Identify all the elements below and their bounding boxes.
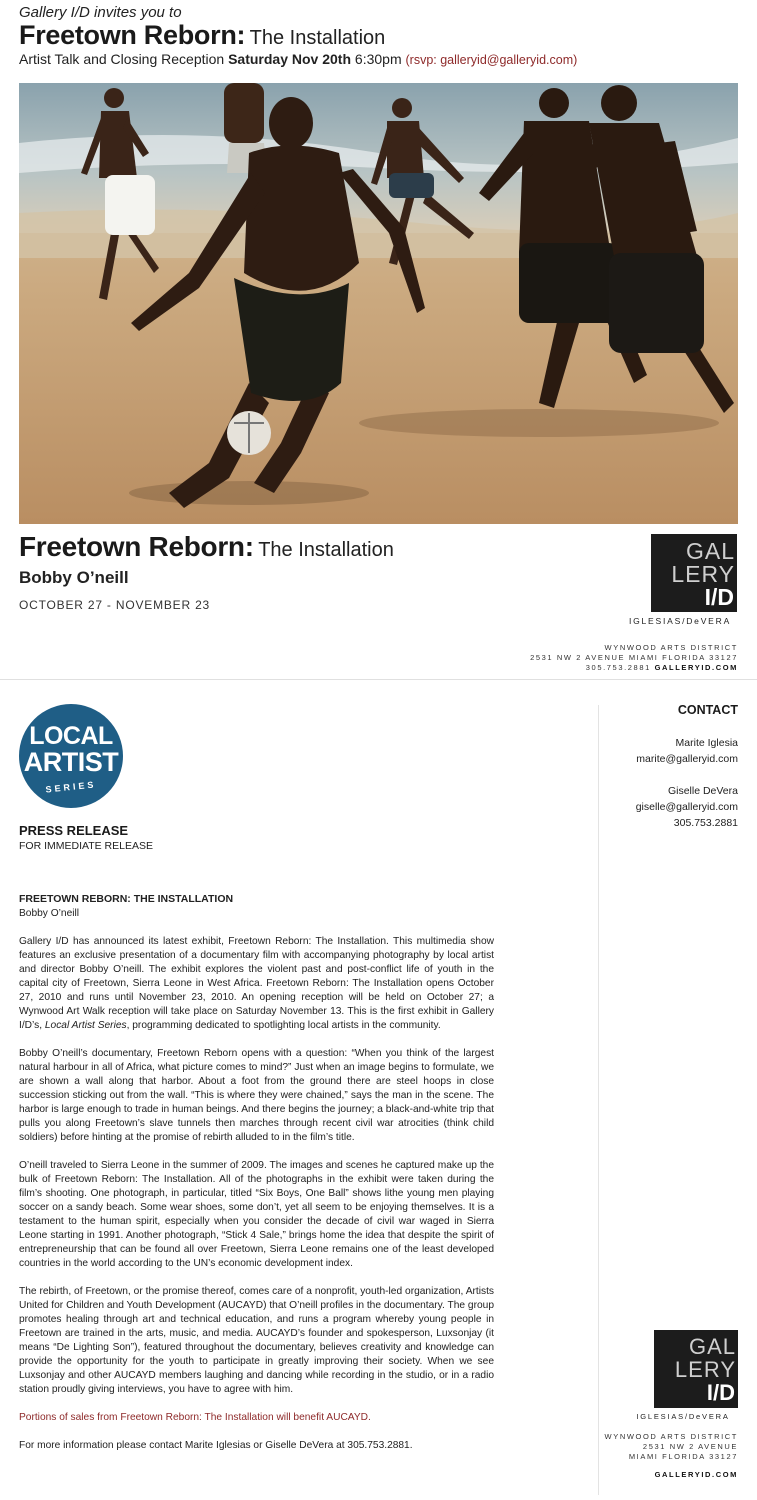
exhibit-title-bold: Freetown Reborn: (19, 531, 254, 562)
address-top-line3 (530, 663, 738, 673)
address-top-phone: 305.753.2881 (585, 663, 651, 672)
address-bottom (605, 1432, 738, 1480)
press-release-subheading: FOR IMMEDIATE RELEASE (19, 840, 153, 852)
logo-line3: I/D (704, 584, 734, 610)
exhibit-dates: OCTOBER 27 - NOVEMBER 23 (19, 598, 211, 612)
contact-email2[interactable]: giselle@galleryid.com (635, 801, 738, 813)
contact-marite (636, 735, 738, 767)
badge-line2: ARTIST (23, 747, 119, 777)
logo-caption-top: IGLESIAS/DeVERA (628, 616, 732, 626)
artist-name: Bobby O’neill (19, 568, 129, 587)
header-title (19, 20, 385, 51)
address-bottom-line1: WYNWOOD ARTS DISTRICT (604, 1432, 738, 1441)
paragraph-3: O’neill traveled to Sierra Leone in the summer of 2009. The images and scenes he captured make up the bulk of Freetown Reborn: The Installation. All of the photographs in the exhibit were taken during the film’s shooting. One photograph, in particular, titled “Six Boys, One Ball” shows lithe young men playing soccer on a sandy beach. Some wear shoes, some don’t, yet all seem to be enjoying themselves. It is a testament to the human spirit, especially when you consider the decade of civil war waged in Sierra Leone starting in 1991. Another photograph, “Stick 4 Sale,” brings home the idea that despite the spirit of entrepreneurship that can be found all over Freetown, Sierra Leone remains one of the least developed countries in the world according to the UN’s economic development index. (19, 1160, 494, 1269)
address-top-site[interactable]: GALLERYID.COM (654, 663, 738, 672)
contact-email1[interactable]: marite@galleryid.com (636, 753, 738, 765)
press-release-heading: PRESS RELEASE (19, 823, 129, 838)
contact-phone: 305.753.2881 (673, 817, 738, 829)
contact-panel (636, 702, 738, 847)
logo-line1: GAL (685, 538, 735, 564)
section-divider (0, 679, 757, 680)
logo-bottom-line3: I/D (706, 1380, 735, 1405)
event-prefix: Artist Talk and Closing Reception (19, 51, 225, 67)
paragraph-2: Bobby O’neill’s documentary, Freetown Reborn opens with a question: “When you think of the largest natural harbour in all of Africa, what picture comes to mind?” Just when an image begins to formulate, we are shown a wall along that harbor. About a foot from the ground there are steel hoops in close succession sticking out from the wall. “This is where they were chained,” says the man in the scene. The harbor is large enough to trade in human beings. And there begins the journey; a black-and-white trip that pulls you along Freetown’s slave tunnels then marches through recent civil war atrocities (think child soldiers) before hinting at the promise of rebirth alluded to in the film’s title. (19, 1048, 494, 1143)
address-top-line2: 2531 NW 2 AVENUE MIAMI FLORIDA 33127 (530, 653, 738, 662)
address-bottom-line2: 2531 NW 2 AVENUE (642, 1442, 738, 1451)
badge-line3: SERIES (45, 779, 97, 795)
event-time: 6:30pm (354, 51, 402, 67)
header-title-light: The Installation (249, 27, 386, 49)
story-title: FREETOWN REBORN: THE INSTALLATION (19, 893, 234, 905)
paragraph-benefit: Portions of sales from Freetown Reborn: The Installation will benefit AUCAYD. (19, 1412, 371, 1423)
address-bottom-site[interactable]: GALLERYID.COM (654, 1470, 738, 1479)
header-title-bold: Freetown Reborn: (19, 20, 246, 50)
invite-line: Gallery I/D invites you to (19, 4, 182, 21)
address-top (530, 643, 738, 673)
local-artist-badge (19, 704, 123, 808)
rsvp-link[interactable]: (rsvp: galleryid@galleryid.com) (405, 53, 578, 67)
gallery-logo-top (651, 534, 737, 612)
event-date: Saturday Nov 20th (228, 51, 352, 67)
contact-name2: Giselle DeVera (667, 785, 738, 797)
address-top-line1: WYNWOOD ARTS DISTRICT (604, 643, 738, 652)
beach-soccer-image (19, 83, 738, 524)
logo-line2: LERY (671, 561, 735, 587)
column-divider (598, 705, 599, 1495)
paragraph-4: The rebirth, of Freetown, or the promise thereof, comes care of a nonprofit, youth-led organization, Artists United for Children and Youth Development (AUCAYD) that O’neill profiles in the documentary. The group promotes healing through art and technical education, and runs a program whereby young people in Freetown are trained in the arts, music, and media. AUCAYD’s founder and spokesperson, Luxsonjay (it means “De Lighting Son”), featured throughout the documentary, believes creativity and knowledge can provide the opportunity for the youth to participate in greatly improving their society. When we see Luxsonjay and other AUCAYD members laughing and dancing while recording in the studio, or in a radio station proudly giving interviews, you have to agree with him. (19, 1286, 494, 1395)
story-author: Bobby O’neill (19, 908, 80, 919)
logo-bottom-line1: GAL (688, 1334, 736, 1359)
event-line (19, 51, 577, 67)
contact-heading: CONTACT (677, 703, 738, 717)
paragraph-contact: For more information please contact Marite Iglesias or Giselle DeVera at 305.753.2881. (19, 1440, 413, 1451)
logo-bottom-line2: LERY (674, 1357, 736, 1382)
local-artist-series-italic: Local Artist Series (44, 1020, 127, 1031)
contact-giselle (636, 783, 738, 831)
gallery-logo-bottom (654, 1330, 738, 1408)
paragraph-1: Gallery I/D has announced its latest exhibit, Freetown Reborn: The Installation. This multimedia show features an exclusive presentation of a documentary film with accompanying photography by local artist and director Bobby O’neill. The exhibit explores the violent past and post-conflict life of youth in the capital city of Freetown, Sierra Leone in West Africa. Freetown Reborn: The Installation opens October 27, 2010 and runs until November 23, 2010. An opening reception will be held on October 27; a Wynwood Art Walk reception will take place on Saturday November 13. This is the first exhibit in Gallery I/D’s, Local Artist Series, programming dedicated to spotlighting local artists in the community. (19, 936, 494, 1031)
exhibit-title-light: The Installation (258, 539, 394, 561)
contact-name1: Marite Iglesia (675, 737, 738, 749)
badge-line1: LOCAL (29, 722, 113, 750)
address-bottom-line3: MIAMI FLORIDA 33127 (628, 1452, 738, 1461)
hero-photo (19, 83, 738, 524)
press-release-body (19, 892, 494, 1467)
exhibit-title (19, 531, 394, 563)
logo-caption-bottom: IGLESIAS/DeVERA (636, 1412, 730, 1421)
